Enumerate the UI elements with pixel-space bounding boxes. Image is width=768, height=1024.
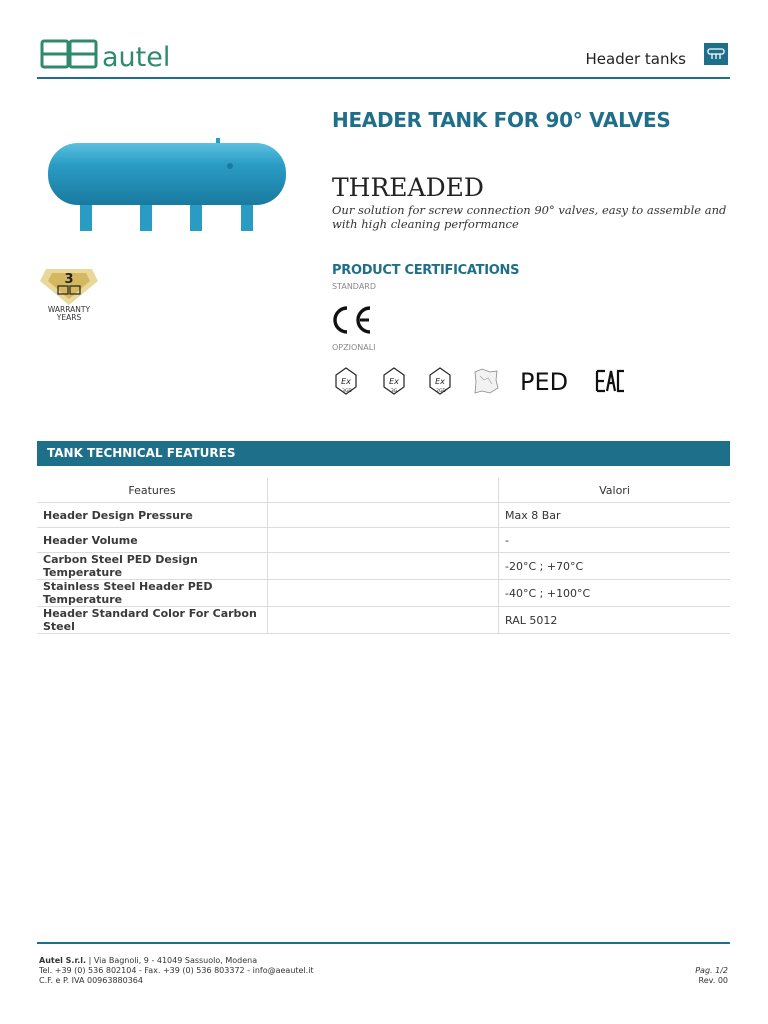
warranty-badge [38,265,100,323]
feature-cell: Stainless Steel Header PED Temperature [37,580,268,607]
column-header-values: Valori [499,478,731,503]
blank-cell [268,580,499,607]
table-row [37,503,730,528]
table-row [37,553,730,580]
revision: Rev. 00 [698,976,728,985]
footer-company-info [39,956,314,986]
product-subtitle: THREADED [332,173,484,202]
svg-text:Ex: Ex [435,377,445,386]
value-cell: RAL 5012 [499,607,731,634]
table-header-row [37,478,730,503]
table-row [37,580,730,607]
header-tank-image [44,130,296,240]
product-description: Our solution for screw connection 90° valves, easy to assemble and with high cleaning performance [332,203,727,231]
footer-address: | Via Bagnoli, 9 - 41049 Sassuolo, Modena [86,956,258,965]
header-divider [37,77,730,79]
warranty-label-years: YEARS [56,313,82,322]
map-icon [475,369,498,393]
value-cell: - [499,528,731,553]
footer-page-info [695,966,728,986]
footer-contacts: Tel. +39 (0) 536 802104 - Fax. +39 (0) 536 803372 - info@aeautel.it [39,966,314,975]
atex-3gd-sub: 3GD [342,389,352,394]
value-cell: -40°C ; +100°C [499,580,731,607]
header-tank-icon [704,43,728,65]
optional-label: OPZIONALI [332,343,376,352]
page-number: Pag. 1/2 [695,966,728,975]
feature-cell: Carbon Steel PED Design Temperature [37,553,268,580]
blank-cell [268,528,499,553]
feature-cell: Header Volume [37,528,268,553]
ped-mark: PED [520,368,569,396]
value-cell: -20°C ; +70°C [499,553,731,580]
blank-cell [268,607,499,634]
autel-logo [40,38,210,70]
table-row [37,607,730,634]
atex-3g-icon [384,368,404,394]
atex-2gd-sub: 2GD [436,389,446,394]
column-header-features: Features [37,478,268,503]
atex-3gd-icon [336,368,356,394]
features-section-header [37,441,730,466]
feature-cell: Header Design Pressure [37,503,268,528]
features-table [37,478,730,634]
features-section-title: TANK TECHNICAL FEATURES [47,446,236,460]
certifications-heading: PRODUCT CERTIFICATIONS [332,263,520,278]
optional-certifications [332,366,632,398]
feature-cell: Header Standard Color For Carbon Steel [37,607,268,634]
section-title: Header tanks [585,50,686,68]
table-row [37,528,730,553]
column-header-blank [268,478,499,503]
eac-mark [597,371,624,391]
atex-3g-sub: 3G [390,389,398,394]
blank-cell [268,503,499,528]
value-cell: Max 8 Bar [499,503,731,528]
svg-text:Ex: Ex [389,377,399,386]
brand-name: autel [102,42,171,70]
ce-mark-icon [330,304,376,336]
warranty-label: WARRANTY [47,305,91,314]
footer-divider [37,942,730,944]
warranty-years-number: 3 [64,272,74,287]
footer-vat: C.F. e P. IVA 00963880364 [39,976,143,985]
footer-company-name: Autel S.r.l. [39,956,87,965]
blank-cell [268,553,499,580]
atex-2gd-icon [430,368,450,394]
standard-label: STANDARD [332,282,377,291]
svg-text:Ex: Ex [341,377,351,386]
product-title: HEADER TANK FOR 90° VALVES [332,108,671,132]
